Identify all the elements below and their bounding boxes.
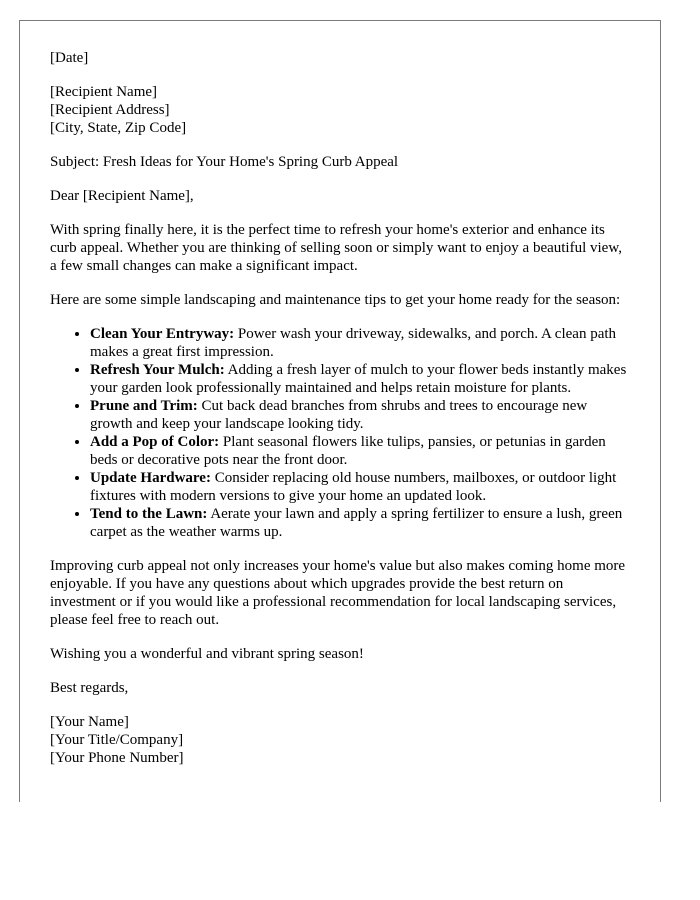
recipient-block bbox=[50, 83, 632, 137]
tip-title: Tend to the Lawn: bbox=[90, 506, 208, 522]
closing-paragraph: Improving curb appeal not only increases your home's value but also makes coming home more enjoyable. If you have any questions about which upgrades provide the best return on investment or if you would like a professional recommendation for local landscaping services, please feel free to reach out. bbox=[50, 558, 626, 628]
tip-item bbox=[90, 469, 632, 505]
tip-item bbox=[90, 361, 632, 397]
tip-item bbox=[90, 433, 632, 469]
wish-line: Wishing you a wonderful and vibrant spring season! bbox=[50, 646, 364, 662]
tip-item bbox=[90, 325, 632, 361]
letter-date: [Date] bbox=[50, 50, 89, 66]
recipient-address: [Recipient Address] bbox=[50, 102, 170, 118]
tip-text: Consider replacing old house numbers, mailboxes, or outdoor light fixtures with modern versions to give your home an updated look. bbox=[90, 470, 617, 504]
recipient-city-state-zip: [City, State, Zip Code] bbox=[50, 120, 187, 136]
sender-name: [Your Name] bbox=[50, 714, 129, 730]
tips-list bbox=[50, 325, 632, 541]
letter-page bbox=[19, 20, 661, 802]
tip-title: Add a Pop of Color: bbox=[90, 434, 220, 450]
tip-title: Clean Your Entryway: bbox=[90, 326, 235, 342]
tip-title: Update Hardware: bbox=[90, 470, 211, 486]
tip-item bbox=[90, 397, 632, 433]
tip-title: Prune and Trim: bbox=[90, 398, 198, 414]
recipient-name: [Recipient Name] bbox=[50, 84, 158, 100]
tips-intro-paragraph: Here are some simple landscaping and maintenance tips to get your home ready for the season: bbox=[50, 292, 621, 308]
intro-paragraph: With spring finally here, it is the perfect time to refresh your home's exterior and enhance its curb appeal. Whether you are thinking of selling soon or simply want to enjoy a beautiful view, a few small changes can make a significant impact. bbox=[50, 222, 622, 274]
tip-text: Plant seasonal flowers like tulips, pansies, or petunias in garden beds or decorative pots near the front door. bbox=[90, 434, 606, 468]
sender-block bbox=[50, 713, 632, 767]
tip-text: Cut back dead branches from shrubs and trees to encourage new growth and keep your landscape looking tidy. bbox=[90, 398, 588, 432]
tip-text: Adding a fresh layer of mulch to your flower beds instantly makes your garden look professionally maintained and helps retain moisture for plants. bbox=[90, 362, 627, 396]
sender-phone: [Your Phone Number] bbox=[50, 750, 184, 766]
letter-salutation: Dear [Recipient Name], bbox=[50, 188, 194, 204]
tip-text: Power wash your driveway, sidewalks, and porch. A clean path makes a great first impression. bbox=[90, 326, 617, 360]
sender-title-company: [Your Title/Company] bbox=[50, 732, 184, 748]
signoff: Best regards, bbox=[50, 680, 129, 696]
tip-text: Aerate your lawn and apply a spring fertilizer to ensure a lush, green carpet as the weather warms up. bbox=[90, 506, 623, 540]
tip-title: Refresh Your Mulch: bbox=[90, 362, 225, 378]
letter-subject: Subject: Fresh Ideas for Your Home's Spring Curb Appeal bbox=[50, 154, 399, 170]
tip-item bbox=[90, 505, 632, 541]
letter-body bbox=[50, 49, 632, 783]
